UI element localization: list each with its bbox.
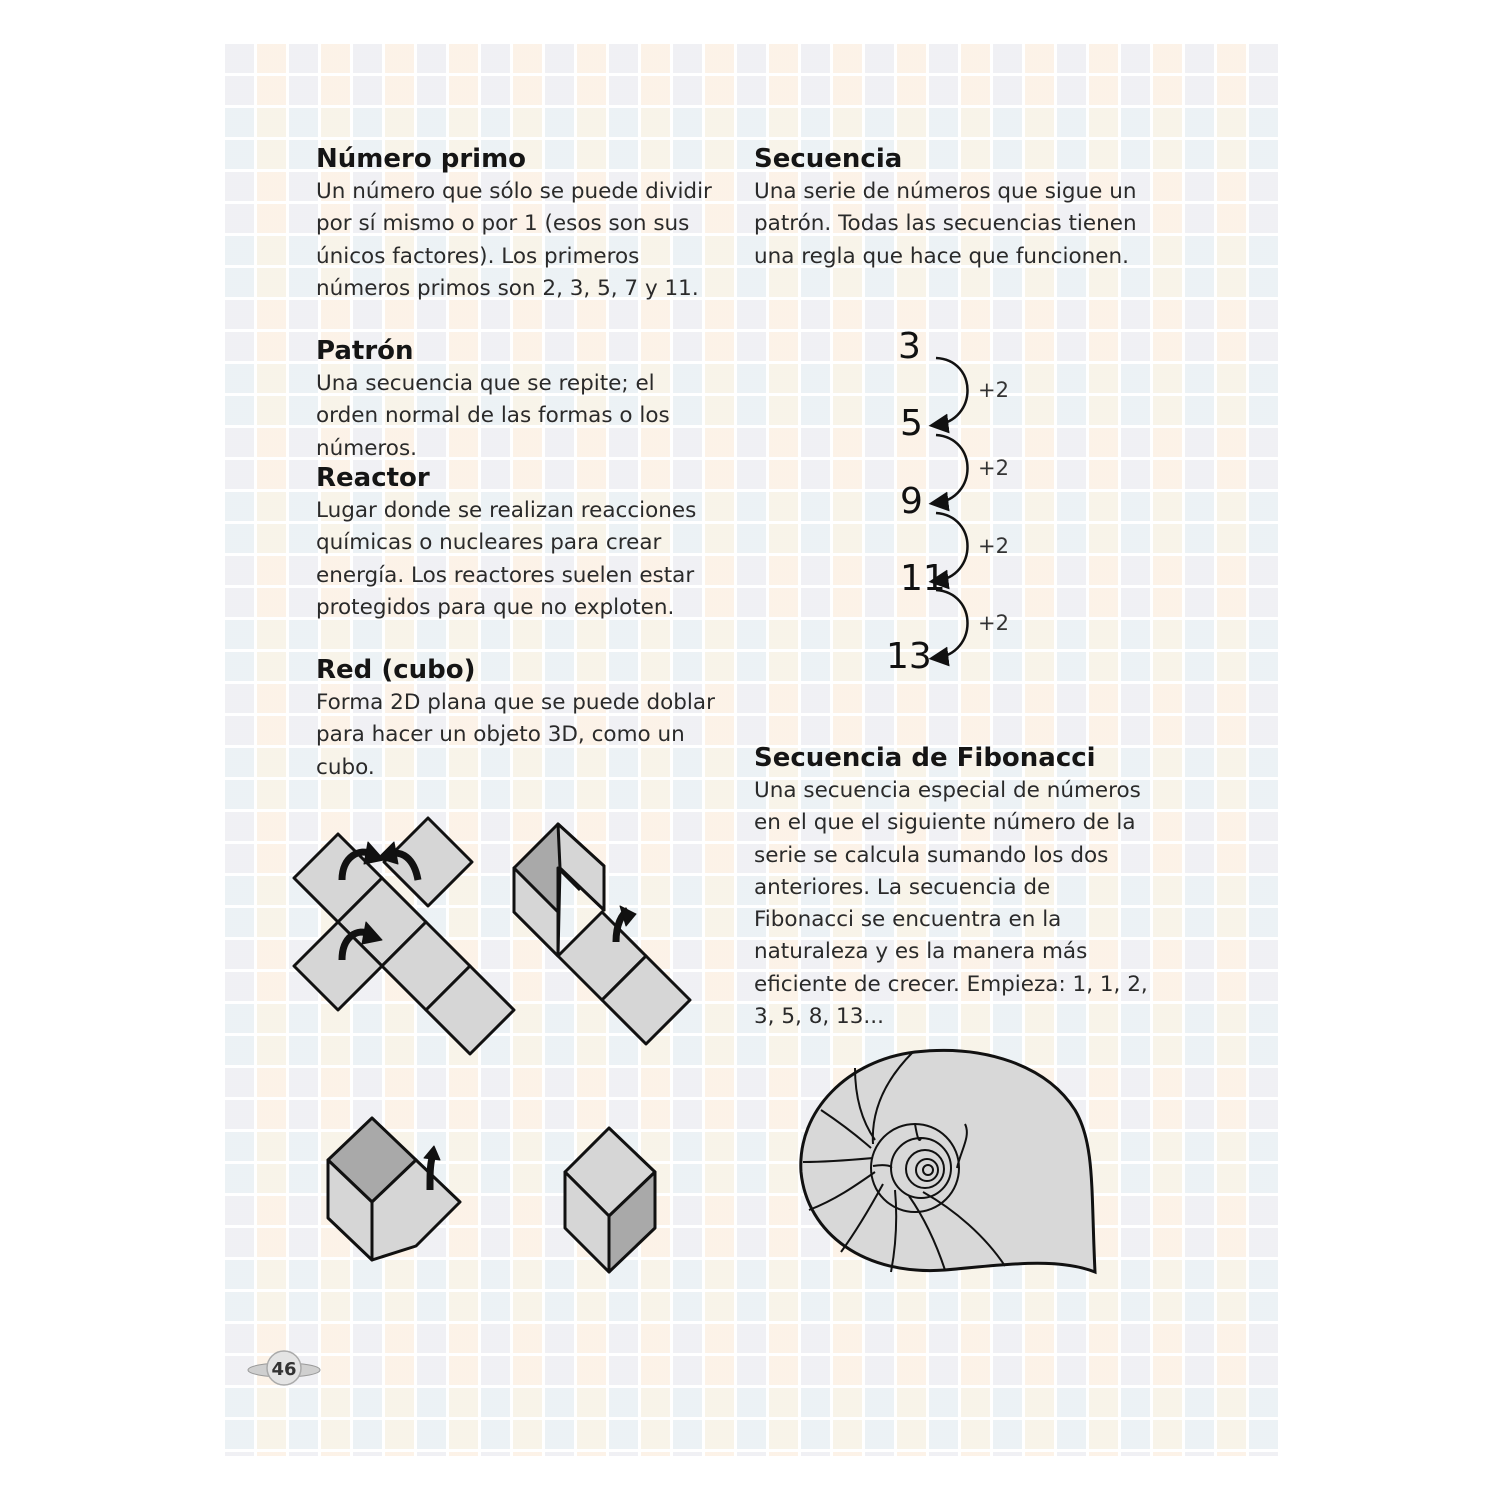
definition-fibonacci-sequence: Una secuencia especial de números en el que el siguiente número de la serie se calcula sumando los dos anteriores. La secuencia de Fibonacci se encuentra en la naturaleza y es la manera más eficiente de crecer. Empieza: 1, 1, 2, 3, 5, 8, 13... (754, 778, 1148, 1030)
page-number: 46 (271, 1359, 297, 1380)
definition-pattern: Una secuencia que se repite; el orden normal de las formas o los números. (316, 371, 670, 461)
term-net-cube: Red (cubo) (316, 655, 476, 685)
sequence-step-3: +2 (978, 534, 1009, 558)
nautilus-shell-illustration (795, 1040, 1105, 1280)
sequence-number-1: 3 (898, 326, 921, 367)
term-reactor: Reactor (316, 463, 430, 493)
definition-reactor: Lugar donde se realizan reacciones químicas o nucleares para crear energía. Los reactores suelen estar protegidos para que no exploten. (316, 498, 697, 620)
sequence-diagram (860, 320, 1040, 680)
sequence-arrow-1 (936, 358, 968, 425)
cube-net-illustrations (280, 810, 710, 1290)
sequence-step-2: +2 (978, 456, 1009, 480)
term-pattern: Patrón (316, 336, 414, 366)
cube-net-flat (294, 818, 514, 1054)
cube-finished (565, 1128, 655, 1272)
sequence-arrow-2 (936, 435, 968, 503)
sequence-step-1: +2 (978, 378, 1009, 402)
sequence-number-3: 9 (900, 481, 923, 522)
cube-net-almost-closed (328, 1118, 460, 1260)
term-prime-number: Número primo (316, 144, 527, 174)
definition-sequence: Una serie de números que sigue un patrón. Todas las secuencias tienen una regla que hace que funcionen. (754, 179, 1137, 269)
definition-net-cube: Forma 2D plana que se puede doblar para hacer un objeto 3D, como un cubo. (316, 690, 715, 780)
sequence-step-4: +2 (978, 611, 1009, 635)
definition-prime-number: Un número que sólo se puede dividir por sí mismo o por 1 (esos son sus únicos factores). Los primeros números primos son 2, 3, 5, 7 y 11. (316, 179, 712, 301)
sequence-number-4: 11 (900, 558, 946, 599)
sequence-number-2: 5 (900, 403, 923, 444)
term-fibonacci-sequence: Secuencia de Fibonacci (754, 743, 1096, 773)
cube-net-folding (514, 824, 690, 1044)
term-sequence: Secuencia (754, 144, 903, 174)
sequence-arrow-4 (936, 590, 968, 658)
sequence-number-5: 13 (886, 636, 932, 677)
page-number-badge (246, 1350, 326, 1390)
